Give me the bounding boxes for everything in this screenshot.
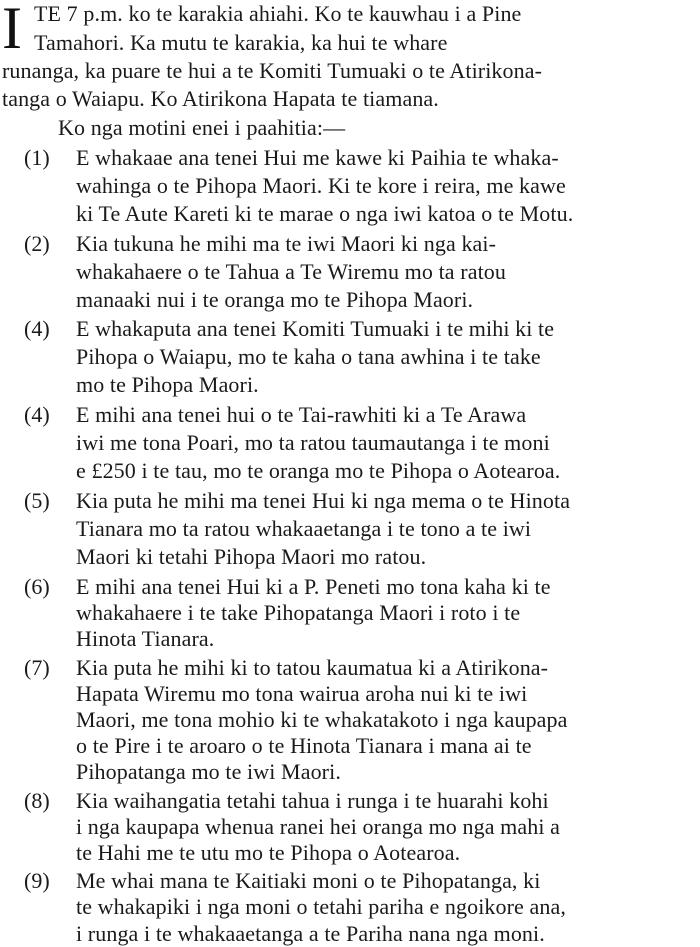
motion-number: (6) <box>24 574 50 599</box>
motion-line: Hinota Tianara. <box>76 626 215 651</box>
motion-line: manaaki nui i te oranga mo te Pihopa Maori. <box>76 287 474 312</box>
motion-number: (1) <box>24 145 50 170</box>
motion-line: mo te Pihopa Maori. <box>76 372 259 397</box>
motion-number: (9) <box>24 868 50 893</box>
motion-line: E whakaputa ana tenei Komiti Tumuaki i te mihi ki te <box>76 316 555 341</box>
motion-line: Me whai mana te Kaitiaki moni o te Pihopatanga, ki <box>76 868 541 893</box>
motion-number: (4) <box>24 316 50 341</box>
motion-line: Kia waihangatia tetahi tahua i runga i te huarahi kohi <box>76 788 549 813</box>
motion-line: ki Te Aute Kareti ki te marae o nga iwi katoa o te Motu. <box>76 201 574 226</box>
motion-number: (4) <box>24 402 50 427</box>
motion-line: Pihopatanga mo te iwi Maori. <box>76 759 341 784</box>
motion-line: i runga i te whakaaetanga a te Pariha nana nga moni. <box>76 921 545 946</box>
motion-line: E mihi ana tenei Hui ki a P. Peneti mo tona kaha ki te <box>76 574 551 599</box>
motion-line: Pihopa o Waiapu, mo te kaha o tana awhina i te take <box>76 344 541 369</box>
motion-line: iwi me tona Poari, mo ta ratou taumautanga i te moni <box>76 430 550 455</box>
motion-line: whakahaere i te take Pihopatanga Maori i roto i te <box>76 600 521 625</box>
motion-line: Kia puta he mihi ki to tatou kaumatua ki a Atirikona- <box>76 655 549 680</box>
motion-line: E whakaae ana tenei Hui me kawe ki Paihia te whaka- <box>76 145 559 170</box>
motion-line: Maori ki tetahi Pihopa Maori mo ratou. <box>76 544 427 569</box>
motion-line: Tianara mo ta ratou whakaaetanga i te tono a te iwi <box>76 516 532 541</box>
motion-line: wahinga o te Pihopa Maori. Ki te kore i reira, me kawe <box>76 173 566 198</box>
intro-line: runanga, ka puare te hui a te Komiti Tumuaki o te Atirikona- <box>2 58 543 83</box>
motion-number: (5) <box>24 488 50 513</box>
motion-number: (2) <box>24 231 50 256</box>
motion-line: Hapata Wiremu mo tona wairua aroha nui ki te iwi <box>76 681 528 706</box>
motion-line: Kia tukuna he mihi ma te iwi Maori ki nga kai- <box>76 231 497 256</box>
motion-line: e £250 i te tau, mo te oranga mo te Pihopa o Aotearoa. <box>76 458 561 483</box>
motion-line: whakahaere o te Tahua a Te Wiremu mo ta ratou <box>76 259 506 284</box>
motions-heading: Ko nga motini enei i paahitia:— <box>58 115 346 140</box>
motion-line: te whakapiki i nga moni o tetahi pariha e ngoikore ana, <box>76 894 566 919</box>
motion-line: Kia puta he mihi ma tenei Hui ki nga mema o te Hinota <box>76 488 571 513</box>
motion-line: te Hahi me te utu mo te Pihopa o Aotearoa. <box>76 840 461 865</box>
motion-line: i nga kaupapa whenua ranei hei oranga mo nga mahi a <box>76 814 561 839</box>
motion-line: Maori, me tona mohio ki te whakatakoto i nga kaupapa <box>76 707 568 732</box>
intro-line: tanga o Waiapu. Ko Atirikona Hapata te tiamana. <box>2 86 439 111</box>
motion-number: (7) <box>24 655 50 680</box>
motion-line: o te Pire i te aroaro o te Hinota Tianara i mana ai te <box>76 733 532 758</box>
drop-cap: I <box>2 0 22 61</box>
motion-line: E mihi ana tenei hui o te Tai-rawhiti ki a Te Arawa <box>76 402 527 427</box>
motion-number: (8) <box>24 788 50 813</box>
intro-line: TE 7 p.m. ko te karakia ahiahi. Ko te kauwhau i a Pine <box>34 1 522 26</box>
intro-line: Tamahori. Ka mutu te karakia, ka hui te whare <box>34 30 448 55</box>
